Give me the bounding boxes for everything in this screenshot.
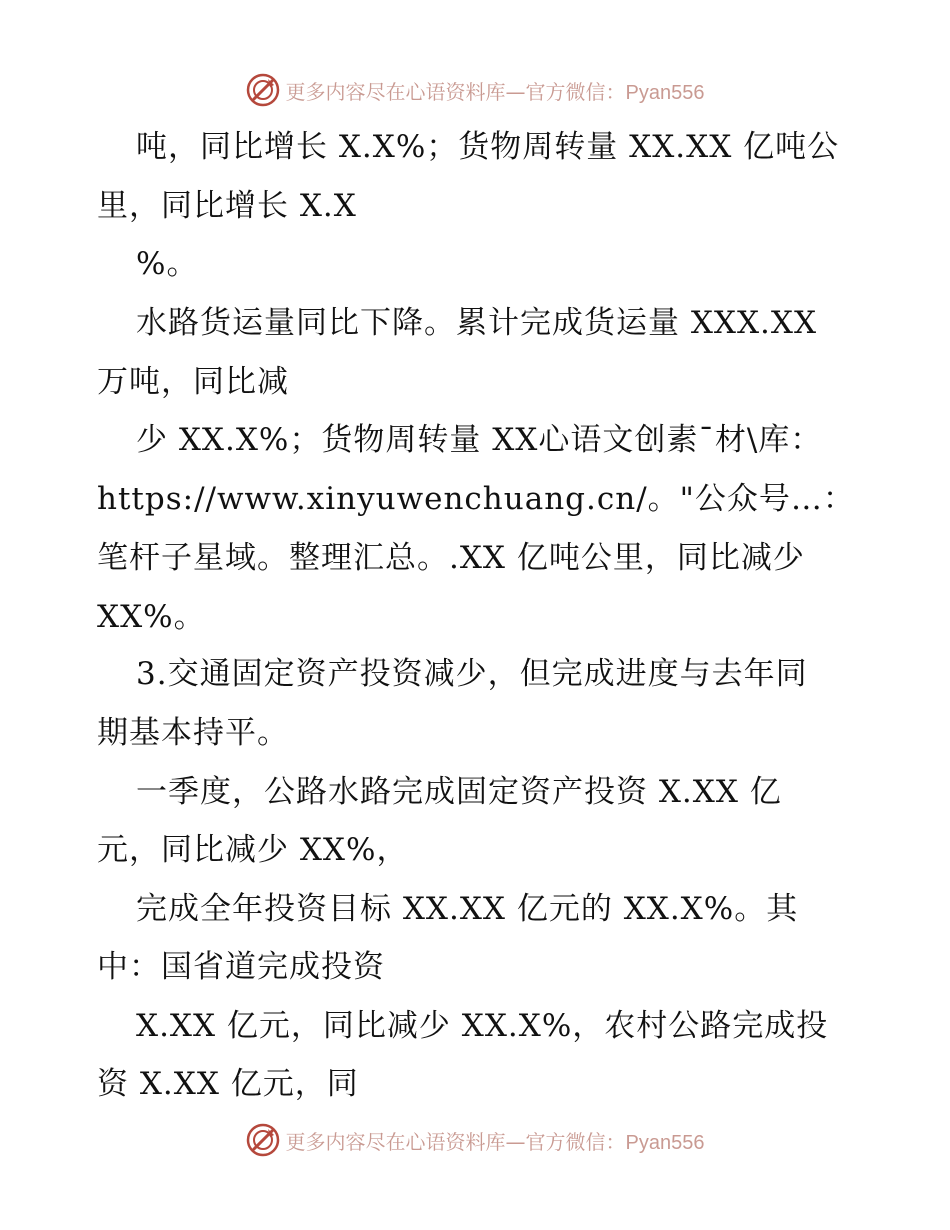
body-line: 笔杆子星域。整理汇总。.XX 亿吨公里，同比减少 <box>97 540 805 576</box>
body-line: 3.交通固定资产投资减少，但完成进度与去年同 <box>136 656 808 692</box>
body-line: https://www.xinyuwenchuang.cn/。"公众号…： <box>97 481 855 517</box>
body-line: 元，同比减少 XX%， <box>97 832 409 868</box>
watermark-text <box>286 76 705 105</box>
watermark-separator: — <box>505 79 526 104</box>
body-line: 吨，同比增长 X.X%；货物周转量 XX.XX 亿吨公 <box>136 129 840 165</box>
body-line: 完成全年投资目标 XX.XX 亿元的 XX.X%。其 <box>136 891 799 927</box>
footer-watermark <box>0 1120 950 1160</box>
body-line: 期基本持平。 <box>97 715 289 751</box>
wechat-label: 官方微信： <box>525 79 626 104</box>
wechat-id: Pyan556 <box>625 81 705 104</box>
seal-logo-icon <box>246 1123 280 1157</box>
body-line: 一季度，公路水路完成固定资产投资 X.XX 亿 <box>136 774 782 810</box>
seal-logo-icon <box>246 73 280 107</box>
watermark-separator: — <box>505 1129 526 1154</box>
wechat-label: 官方微信： <box>525 1129 626 1154</box>
watermark-slogan: 更多内容尽在心语资料库 <box>285 1129 506 1154</box>
body-line: 里，同比增长 X.X <box>97 188 357 224</box>
body-line: 资 X.XX 亿元，同 <box>97 1066 359 1102</box>
body-line: XX%。 <box>97 599 206 635</box>
body-line: 万吨，同比减 <box>97 364 289 400</box>
header-watermark <box>0 70 950 110</box>
body-line: 水路货运量同比下降。累计完成货运量 XXX.XX <box>136 305 818 341</box>
body-line: %。 <box>136 246 199 282</box>
body-line: 少 XX.X%；货物周转量 XX心语文创素¯材\库： <box>136 422 823 458</box>
watermark-text <box>286 1126 705 1155</box>
body-line: 中：国省道完成投资 <box>97 949 385 985</box>
wechat-id: Pyan556 <box>625 1131 705 1154</box>
watermark-slogan: 更多内容尽在心语资料库 <box>285 79 506 104</box>
body-line: X.XX 亿元，同比减少 XX.X%，农村公路完成投 <box>136 1008 829 1044</box>
